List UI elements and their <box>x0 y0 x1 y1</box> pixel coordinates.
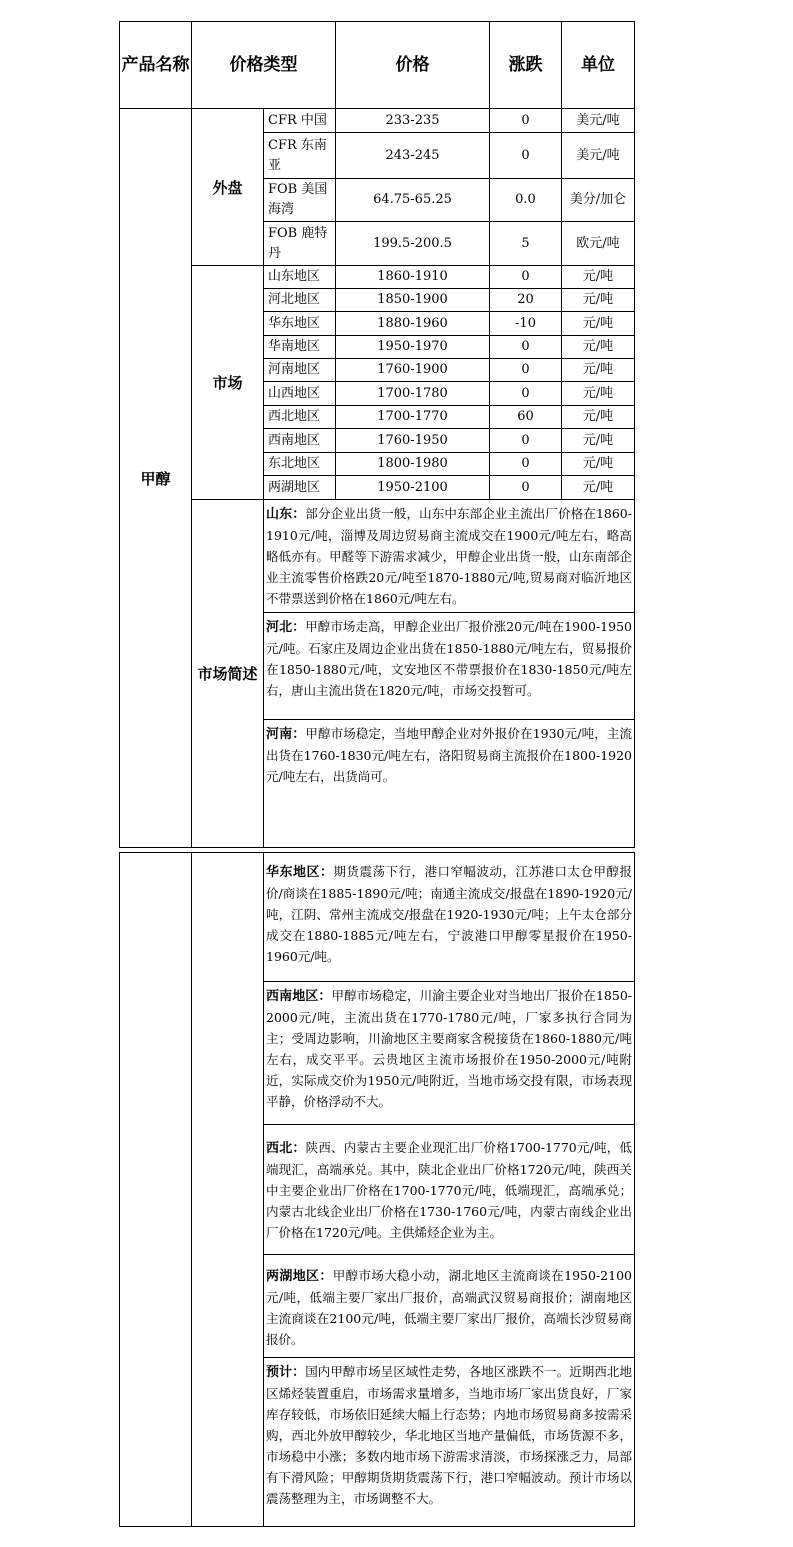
change-cell: 20 <box>490 289 562 312</box>
price-type-cell: 西南地区 <box>264 429 336 453</box>
summary-text: 国内甲醇市场呈区域性走势，各地区涨跌不一。近期西北地区烯烃装置重启，市场需求量增多，当地市场厂家出货良好，厂家库存较低，市场依旧延续大幅上行态势；内地市场贸易商多按需采购，西北外放甲醇较少，华北地区当地产量偏低，市场货源不多，市场稳中小涨；多数内地市场下游需求清淡，市场探涨乏力，局部有下滑风险；甲醇期货期货震荡下行，港口窄幅波动。预计市场以震荡整理为主，市场调整不大。 <box>266 1364 632 1506</box>
summary-cell <box>264 982 635 1125</box>
header-change: 涨跌 <box>490 22 562 109</box>
price-cell: 1880-1960 <box>336 312 490 336</box>
summary-cell <box>264 720 635 793</box>
price-type-cell: FOB 美国海湾 <box>264 179 336 222</box>
group-outer: 外盘 <box>192 109 264 266</box>
price-type-cell: 山东地区 <box>264 266 336 289</box>
change-cell: -10 <box>490 312 562 336</box>
price-cell: 1700-1780 <box>336 382 490 406</box>
price-cell: 1850-1900 <box>336 289 490 312</box>
summary-text: 甲醇市场大稳小动，湖北地区主流商谈在1950-2100元/吨，低端主要厂家出厂报价，高端武汉贸易商报价；湖南地区主流商谈在2100元/吨，低端主要厂家出厂报价，高端长沙贸易商报价。 <box>266 1268 632 1347</box>
unit-cell: 元/吨 <box>562 312 635 336</box>
unit-cell: 元/吨 <box>562 266 635 289</box>
price-type-cell: 两湖地区 <box>264 476 336 500</box>
change-cell: 0.0 <box>490 179 562 222</box>
price-cell: 1860-1910 <box>336 266 490 289</box>
unit-cell: 元/吨 <box>562 406 635 429</box>
summary-table <box>119 852 635 1527</box>
price-cell: 1760-1900 <box>336 359 490 382</box>
group-market: 市场 <box>192 266 264 500</box>
price-type-cell: 河南地区 <box>264 359 336 382</box>
summary-label: 华东地区： <box>266 865 334 880</box>
table-row <box>120 109 635 133</box>
unit-cell: 元/吨 <box>562 453 635 476</box>
summary-label: 西北： <box>266 1141 306 1156</box>
price-type-cell: 华东地区 <box>264 312 336 336</box>
price-cell: 243-245 <box>336 133 490 179</box>
header-price-type: 价格类型 <box>192 22 336 109</box>
group-summary: 市场简述 <box>192 500 264 848</box>
change-cell: 0 <box>490 429 562 453</box>
price-cell: 233-235 <box>336 109 490 133</box>
summary-label: 河北： <box>266 620 306 635</box>
price-cell: 64.75-65.25 <box>336 179 490 222</box>
unit-cell: 美元/吨 <box>562 109 635 133</box>
summary-cell <box>264 853 635 982</box>
table-row <box>120 266 635 289</box>
unit-cell: 元/吨 <box>562 476 635 500</box>
change-cell: 0 <box>490 476 562 500</box>
change-cell: 0 <box>490 336 562 359</box>
summary-text: 甲醇市场稳定，川渝主要企业对当地出厂报价在1850-2000元/吨，主流出货在1770-1780元/吨，厂家多执行合同为主；受周边影响，川渝地区主要商家含税接货在1860-1880元/吨左右，成交平平。云贵地区主流市场报价在1950-2000元/吨附近，实际成交价为1950元/吨附近，当地市场交投有限，市场表现平静，价格浮动不大。 <box>266 988 632 1109</box>
change-cell: 0 <box>490 382 562 406</box>
change-cell: 60 <box>490 406 562 429</box>
price-cell: 199.5-200.5 <box>336 222 490 266</box>
header-row <box>120 22 635 109</box>
change-cell: 0 <box>490 453 562 476</box>
unit-cell: 元/吨 <box>562 336 635 359</box>
summary-text: 甲醇市场稳定，当地甲醇企业对外报价在1930元/吨，主流出货在1760-1830元/吨左右，洛阳贸易商主流报价在1800-1920元/吨左右，出货尚可。 <box>266 726 632 784</box>
price-cell: 1950-1970 <box>336 336 490 359</box>
summary-text: 甲醇市场走高，甲醇企业出厂报价涨20元/吨在1900-1950元/吨。石家庄及周边企业出货在1850-1880元/吨左右，贸易报价在1850-1880元/吨，文安地区不带票报价在1830-1850元/吨左右，唐山主流出货在1820元/吨，市场交投暂可。 <box>266 619 632 698</box>
price-cell: 1760-1950 <box>336 429 490 453</box>
price-cell: 1950-2100 <box>336 476 490 500</box>
summary-text: 期货震荡下行，港口窄幅波动，江苏港口太仓甲醇报价/商谈在1885-1890元/吨；南通主流成交/报盘在1890-1920元/吨，江阴、常州主流成交/报盘在1920-1930元/吨；上午太仓部分成交在1880-1885元/吨左右，宁波港口甲醇零星报价在1950-1960元/吨。 <box>266 864 632 964</box>
summary-label: 河南： <box>266 727 306 742</box>
summary-label: 预计： <box>266 1365 306 1380</box>
summary-row <box>120 853 635 982</box>
change-cell: 0 <box>490 266 562 289</box>
price-type-cell: 华南地区 <box>264 336 336 359</box>
summary-cell <box>264 613 635 720</box>
price-type-cell: 东北地区 <box>264 453 336 476</box>
header-price: 价格 <box>336 22 490 109</box>
summary-text: 陕西、内蒙古主要企业现汇出厂价格1700-1770元/吨，低端现汇，高端承兑。其中，陕北企业出厂价格1720元/吨，陕西关中主要企业出厂价格在1700-1770元/吨，低端现汇，高端承兑；内蒙古北线企业出厂价格在1730-1760元/吨，内蒙古南线企业出厂价格在1720元/吨。主供烯烃企业为主。 <box>266 1140 632 1240</box>
summary-row <box>120 500 635 613</box>
price-cell: 1800-1980 <box>336 453 490 476</box>
unit-cell: 美元/吨 <box>562 133 635 179</box>
header-product: 产品名称 <box>120 22 192 109</box>
header-unit: 单位 <box>562 22 635 109</box>
change-cell: 0 <box>490 359 562 382</box>
price-type-cell: FOB 鹿特丹 <box>264 222 336 266</box>
unit-cell: 欧元/吨 <box>562 222 635 266</box>
change-cell: 0 <box>490 109 562 133</box>
change-cell: 5 <box>490 222 562 266</box>
summary-label: 西南地区： <box>266 989 332 1004</box>
price-type-cell: 河北地区 <box>264 289 336 312</box>
price-table <box>119 21 635 848</box>
price-type-cell: CFR 中国 <box>264 109 336 133</box>
product-name: 甲醇 <box>120 109 192 848</box>
summary-cell <box>264 1358 635 1527</box>
price-type-cell: 山西地区 <box>264 382 336 406</box>
summary-cell <box>264 1125 635 1255</box>
summary-label: 两湖地区： <box>266 1269 333 1284</box>
empty-product-cell <box>120 853 192 1527</box>
unit-cell: 元/吨 <box>562 359 635 382</box>
empty-cell <box>264 793 635 848</box>
unit-cell: 元/吨 <box>562 289 635 312</box>
price-type-cell: 西北地区 <box>264 406 336 429</box>
summary-text: 部分企业出货一般，山东中东部企业主流出厂价格在1860-1910元/吨，淄博及周边贸易商主流成交在1900元/吨左右，略高略低亦有。甲醛等下游需求减少，甲醇企业出货一般，山东南部企业主流零售价格跌20元/吨至1870-1880元/吨,贸易商对临沂地区不带票送到价格在1860元/吨左右。 <box>266 506 632 606</box>
change-cell: 0 <box>490 133 562 179</box>
summary-cell <box>264 500 635 613</box>
price-cell: 1700-1770 <box>336 406 490 429</box>
empty-type-cell <box>192 853 264 1527</box>
unit-cell: 元/吨 <box>562 382 635 406</box>
price-type-cell: CFR 东南亚 <box>264 133 336 179</box>
unit-cell: 美分/加仑 <box>562 179 635 222</box>
summary-label: 山东： <box>266 507 306 522</box>
summary-cell <box>264 1255 635 1358</box>
unit-cell: 元/吨 <box>562 429 635 453</box>
